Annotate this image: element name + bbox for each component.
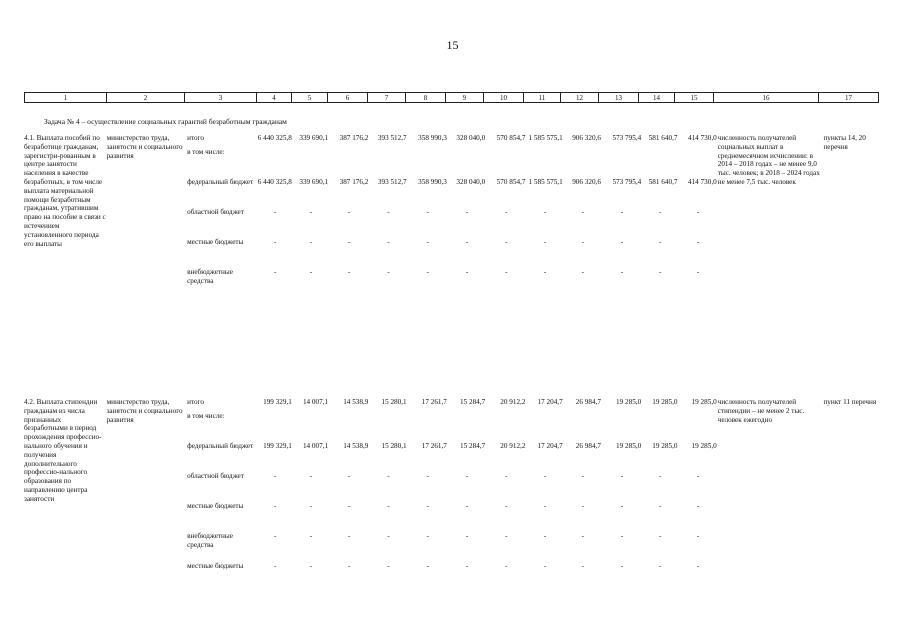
funding-source: местные бюджеты [187, 502, 244, 510]
amount-cell: - [465, 562, 469, 570]
header-col-13: 13 [599, 93, 639, 103]
header-col-1: 1 [25, 93, 107, 103]
amount-cell: 15 284,7 [460, 398, 486, 406]
page-number: 15 [446, 38, 459, 52]
amount-cell: - [505, 268, 508, 276]
amount-cell: - [543, 238, 547, 246]
amount-cell [258, 412, 293, 442]
amount-cell: 6 440 325,8 [257, 178, 292, 186]
amount-cell: - [465, 472, 469, 480]
amount-cell: 339 690,1 [299, 134, 329, 142]
funding-source: внебюджетные средства [187, 268, 233, 285]
amount-cell: 17 261,7 [421, 442, 447, 450]
amount-cell: 26 984,7 [575, 442, 601, 450]
amount-cell: 339 690,1 [299, 178, 329, 186]
amount-cell [564, 412, 602, 442]
amount-cell: 581 640,7 [648, 134, 678, 142]
amount-cell: - [309, 562, 313, 570]
funding-source: федеральный бюджет [187, 178, 254, 186]
amount-cell: 414 730,0 [687, 134, 717, 142]
amount-cell: - [543, 562, 547, 570]
amount-cell [602, 412, 642, 442]
amount-cell: - [387, 238, 390, 246]
table-row [24, 134, 884, 148]
amount-cell: - [620, 268, 624, 276]
amount-cell: 19 285,0 [652, 442, 678, 450]
amount-cell: - [659, 268, 662, 276]
amount-cell: - [274, 562, 277, 570]
amount-cell: - [348, 532, 351, 540]
amount-cell: - [274, 268, 277, 276]
amount-cell: - [274, 472, 277, 480]
amount-cell [448, 148, 486, 178]
amount-cell: - [581, 562, 584, 570]
amount-cell: - [309, 238, 313, 246]
list-reference: пункт 11 перечня [823, 398, 877, 406]
amount-cell: - [387, 268, 390, 276]
amount-cell: - [620, 472, 624, 480]
amount-cell [448, 412, 486, 442]
amount-cell: 15 280,1 [381, 398, 407, 406]
header-col-3: 3 [185, 93, 257, 103]
amount-cell [258, 148, 293, 178]
amount-cell: - [309, 532, 313, 540]
amount-cell: - [543, 532, 547, 540]
amount-cell: 19 285,0 [616, 398, 642, 406]
amount-cell: 570 854,7 [496, 178, 526, 186]
amount-cell: - [426, 502, 429, 510]
amount-cell [602, 148, 642, 178]
amount-cell [486, 148, 526, 178]
amount-cell: 14 538,9 [343, 442, 369, 450]
list-reference: пункты 14, 20 перечня [823, 134, 866, 151]
executor: министерство труда, занятости и социального развития [106, 134, 183, 160]
amount-cell: - [659, 238, 662, 246]
header-col-15: 15 [675, 93, 714, 103]
amount-cell: - [581, 238, 584, 246]
funding-source: федеральный бюджет [187, 442, 254, 450]
header-row [25, 93, 879, 103]
amount-cell: 14 007,1 [302, 398, 329, 406]
amount-cell: - [581, 268, 584, 276]
funding-source: в том числе: [187, 412, 225, 420]
amount-cell: 19 285,0 [652, 398, 678, 406]
amount-cell: 328 040,0 [456, 178, 486, 186]
header-col-17: 17 [819, 93, 879, 103]
amount-cell: - [465, 532, 469, 540]
amount-cell: - [348, 562, 351, 570]
amount-cell: - [696, 472, 700, 480]
amount-cell: 199 329,1 [263, 442, 292, 450]
amount-cell [526, 412, 563, 442]
amount-cell [564, 148, 602, 178]
amount-cell: - [426, 472, 429, 480]
amount-cell: - [387, 472, 390, 480]
amount-cell: 358 990,3 [418, 134, 447, 142]
amount-cell: - [426, 562, 429, 570]
header-col-12: 12 [561, 93, 599, 103]
amount-cell: - [659, 532, 662, 540]
amount-cell: - [348, 208, 351, 216]
amount-cell: 19 285,0 [616, 442, 642, 450]
amount-cell: - [696, 208, 700, 216]
amount-cell: 387 176,2 [339, 178, 369, 186]
amount-cell [293, 412, 329, 442]
amount-cell [678, 412, 717, 442]
amount-cell [369, 148, 407, 178]
amount-cell: 414 730,0 [687, 178, 717, 186]
amount-cell: 387 176,2 [339, 134, 369, 142]
amount-cell: 20 912,2 [500, 398, 526, 406]
amount-cell: 328 040,0 [456, 134, 486, 142]
amount-cell: - [387, 502, 390, 510]
amount-cell: 573 795,4 [612, 178, 642, 186]
header-col-4: 4 [257, 93, 292, 103]
amount-cell [408, 412, 448, 442]
amount-cell: 393 512,7 [377, 178, 407, 186]
amount-cell: - [581, 472, 584, 480]
amount-cell: - [581, 502, 584, 510]
header-col-8: 8 [406, 93, 446, 103]
amount-cell: - [696, 238, 700, 246]
amount-cell: - [620, 532, 624, 540]
amount-cell: - [581, 532, 584, 540]
amount-cell: 1 585 575,1 [528, 134, 563, 142]
amount-cell: 6 440 325,8 [257, 134, 292, 142]
amount-cell: - [505, 238, 508, 246]
amount-cell: 199 329,1 [263, 398, 292, 406]
amount-cell: 906 320,6 [572, 178, 601, 186]
amount-cell: - [543, 502, 547, 510]
amount-cell [642, 412, 678, 442]
header-col-2: 2 [107, 93, 185, 103]
amount-cell: - [659, 208, 662, 216]
amount-cell: 1 585 575,1 [528, 178, 563, 186]
measure-name: 4.1. Выплата пособий по безработице гражданам, зарегистри-рованным в центре занятости населения в качестве безработных, в том числе выплата материальной помощи безработным гражданам, утратившим право на пособие в связи с истечением установленного периода его выплаты [24, 134, 106, 248]
amount-cell: 26 984,7 [575, 398, 601, 406]
header-col-10: 10 [484, 93, 524, 103]
amount-cell: - [426, 238, 429, 246]
amount-cell [329, 412, 369, 442]
amount-cell: - [426, 208, 429, 216]
amount-cell: - [505, 562, 508, 570]
funding-source: итого [187, 134, 204, 142]
amount-cell: - [543, 472, 547, 480]
section-4-2-table [24, 398, 884, 592]
amount-cell [526, 148, 563, 178]
amount-cell: - [274, 238, 277, 246]
amount-cell: - [348, 268, 351, 276]
task-title: Задача № 4 – осуществление социальных гарантий безработным гражданам [44, 117, 287, 126]
amount-cell [293, 148, 329, 178]
amount-cell [369, 412, 407, 442]
funding-source: местные бюджеты [187, 562, 244, 570]
amount-cell: - [274, 208, 277, 216]
amount-cell: - [309, 502, 313, 510]
amount-cell: - [309, 472, 313, 480]
amount-cell: - [387, 562, 390, 570]
amount-cell: 17 261,7 [421, 398, 447, 406]
header-col-6: 6 [328, 93, 368, 103]
amount-cell: 14 007,1 [302, 442, 329, 450]
amount-cell: - [620, 502, 624, 510]
amount-cell: - [309, 268, 313, 276]
funding-source: местные бюджеты [187, 238, 244, 246]
amount-cell: - [543, 208, 547, 216]
amount-cell [408, 148, 448, 178]
amount-cell: - [659, 502, 662, 510]
amount-cell: - [465, 208, 469, 216]
amount-cell [329, 148, 369, 178]
amount-cell: 19 285,0 [691, 442, 717, 450]
amount-cell: - [465, 268, 469, 276]
amount-cell: - [543, 268, 547, 276]
amount-cell: 14 538,9 [343, 398, 369, 406]
amount-cell: 17 204,7 [537, 398, 563, 406]
amount-cell: - [620, 238, 624, 246]
funding-source: итого [187, 398, 204, 406]
amount-cell: 15 280,1 [381, 442, 407, 450]
amount-cell: 17 204,7 [537, 442, 563, 450]
amount-cell: 15 284,7 [460, 442, 486, 450]
amount-cell: - [426, 268, 429, 276]
funding-source: областной бюджет [187, 208, 244, 216]
header-col-16: 16 [714, 93, 819, 103]
amount-cell: - [659, 472, 662, 480]
amount-cell [678, 148, 717, 178]
amount-cell: - [348, 502, 351, 510]
amount-cell: - [505, 532, 508, 540]
funding-source: областной бюджет [187, 472, 244, 480]
amount-cell: - [465, 238, 469, 246]
executor: министерство труда, занятости и социального развития [106, 398, 183, 424]
amount-cell [642, 148, 678, 178]
measure-name: 4.2. Выплата стипендии гражданам из числа признанных безработными в период прохождения профессио-нального обучения и получения дополнительного профессио-нального образования по направлению центра занятости [24, 398, 102, 503]
amount-cell: - [696, 532, 700, 540]
amount-cell: 570 854,7 [496, 134, 526, 142]
amount-cell: - [581, 208, 584, 216]
amount-cell: - [465, 502, 469, 510]
target-indicator: численность получателей стипендии – не менее 2 тыс. человек ежегодно [717, 398, 805, 424]
funding-source: в том числе: [187, 148, 225, 156]
amount-cell: - [274, 532, 277, 540]
header-col-9: 9 [446, 93, 484, 103]
header-col-7: 7 [368, 93, 406, 103]
amount-cell: 19 285,0 [691, 398, 717, 406]
amount-cell: - [696, 502, 700, 510]
amount-cell: - [274, 502, 277, 510]
amount-cell: - [348, 238, 351, 246]
amount-cell: 581 640,7 [648, 178, 678, 186]
amount-cell: 393 512,7 [377, 134, 407, 142]
column-number-header [24, 92, 879, 103]
amount-cell: - [620, 208, 624, 216]
header-col-5: 5 [292, 93, 328, 103]
amount-cell: - [696, 562, 700, 570]
amount-cell: - [696, 268, 700, 276]
amount-cell [486, 412, 526, 442]
amount-cell: - [387, 532, 390, 540]
amount-cell: 573 795,4 [612, 134, 642, 142]
amount-cell: - [348, 472, 351, 480]
amount-cell: 358 990,3 [418, 178, 447, 186]
amount-cell: - [426, 532, 429, 540]
amount-cell: 20 912,2 [500, 442, 526, 450]
amount-cell: - [659, 562, 662, 570]
amount-cell: 906 320,6 [572, 134, 601, 142]
amount-cell: - [620, 562, 624, 570]
target-indicator: численность получателей социальных выплат в среднемесячном исчислении: в 2014 – 2018 годах – не менее 9,0 тыс. человек; в 2018 – 2024 годах не менее 7,5 тыс. человек [717, 134, 820, 186]
amount-cell: - [505, 208, 508, 216]
amount-cell: - [505, 472, 508, 480]
section-4-1-table [24, 134, 884, 298]
funding-source: внебюджетные средства [187, 532, 233, 549]
header-col-11: 11 [524, 93, 561, 103]
amount-cell: - [387, 208, 390, 216]
table-row [24, 398, 884, 412]
header-col-14: 14 [639, 93, 675, 103]
amount-cell: - [309, 208, 313, 216]
amount-cell: - [505, 502, 508, 510]
